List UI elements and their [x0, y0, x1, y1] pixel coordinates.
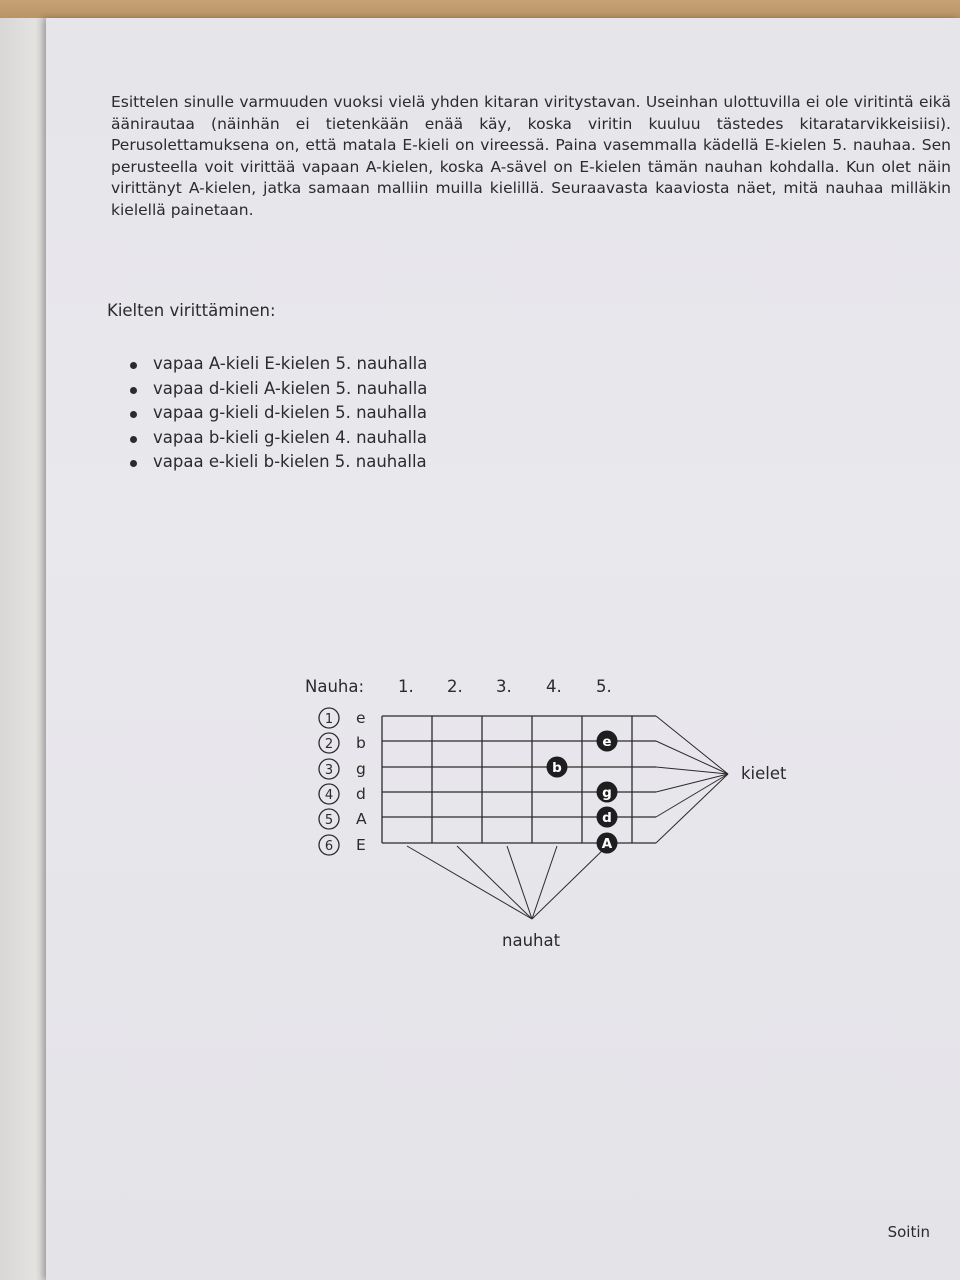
string-label-6	[319, 835, 366, 855]
marker-b-string3-fret4	[547, 757, 568, 778]
page-footer-section: Soitin	[887, 1223, 930, 1241]
tuning-step: vapaa A-kieli E-kielen 5. nauhalla	[126, 352, 427, 377]
tuning-heading: Kielten virittäminen:	[107, 301, 276, 320]
fret-header-label: Nauha:	[305, 677, 365, 696]
marker-label: d	[602, 810, 612, 826]
string-label-3	[319, 759, 366, 779]
string-number: 6	[324, 839, 334, 854]
marker-label: e	[602, 734, 612, 750]
fret-number: 1.	[398, 677, 414, 696]
string-name: d	[356, 785, 366, 803]
intro-paragraph: Esittelen sinulle varmuuden vuoksi vielä yhden kitaran viritystavan. Useinhan ulottuvilla ei ole viritintä eikä äänirautaa (näinhän ei tietenkään enää käy, koska viritin kuuluu tästedes kitaratarvikkeisiisi). Perusolettamuksena on, että matala E-kieli on vireessä. Paina vasemmalla kädellä E-kielen 5. nauhaa. Sen perusteella voit virittää vapaan A-kielen, koska A-sävel on E-kielen tämän nauhan kohdalla. Kun olet näin virittänyt A-kielen, jatka samaan malliin muilla kielillä. Seuraavasta kaaviosta näet, mitä nauhaa milläkin kielellä painetaan.	[111, 93, 951, 219]
string-name: e	[356, 709, 366, 727]
string-name: b	[356, 734, 366, 752]
tuning-step: vapaa d-kieli A-kielen 5. nauhalla	[126, 377, 427, 402]
book-page	[46, 18, 960, 1280]
string-number: 4	[324, 788, 334, 803]
fret-number: 4.	[546, 677, 562, 696]
fretboard-diagram	[46, 18, 960, 1018]
string-number: 2	[324, 737, 334, 752]
string-number: 5	[324, 813, 334, 828]
frets-label: nauhat	[502, 931, 561, 950]
marker-label: A	[601, 836, 613, 852]
strings-label: kielet	[741, 764, 787, 783]
string-name: g	[356, 760, 366, 778]
string-label-4	[319, 784, 366, 804]
frets-pointer-lines	[407, 846, 607, 919]
string-label-2	[319, 733, 366, 753]
string-name: A	[356, 810, 367, 828]
fret-number: 3.	[496, 677, 512, 696]
fret-number: 2.	[447, 677, 463, 696]
string-number: 1	[324, 712, 334, 727]
marker-g-string4-fret5	[597, 782, 618, 803]
marker-label: b	[552, 760, 562, 776]
left-page-edge	[0, 18, 50, 1280]
string-label-5	[319, 809, 367, 829]
strings-pointer-lines	[656, 716, 728, 843]
marker-A-string6-fret5	[597, 833, 618, 854]
marker-e-string2-fret5	[597, 731, 618, 752]
tuning-step: vapaa g-kieli d-kielen 5. nauhalla	[126, 401, 427, 426]
string-name: E	[356, 836, 366, 854]
string-label-1	[319, 708, 366, 728]
string-number: 3	[324, 763, 334, 778]
tuning-step: vapaa e-kieli b-kielen 5. nauhalla	[126, 450, 427, 475]
fret-number: 5.	[596, 677, 612, 696]
marker-d-string5-fret5	[597, 807, 618, 828]
marker-label: g	[602, 785, 612, 801]
tuning-step: vapaa b-kieli g-kielen 4. nauhalla	[126, 426, 427, 451]
